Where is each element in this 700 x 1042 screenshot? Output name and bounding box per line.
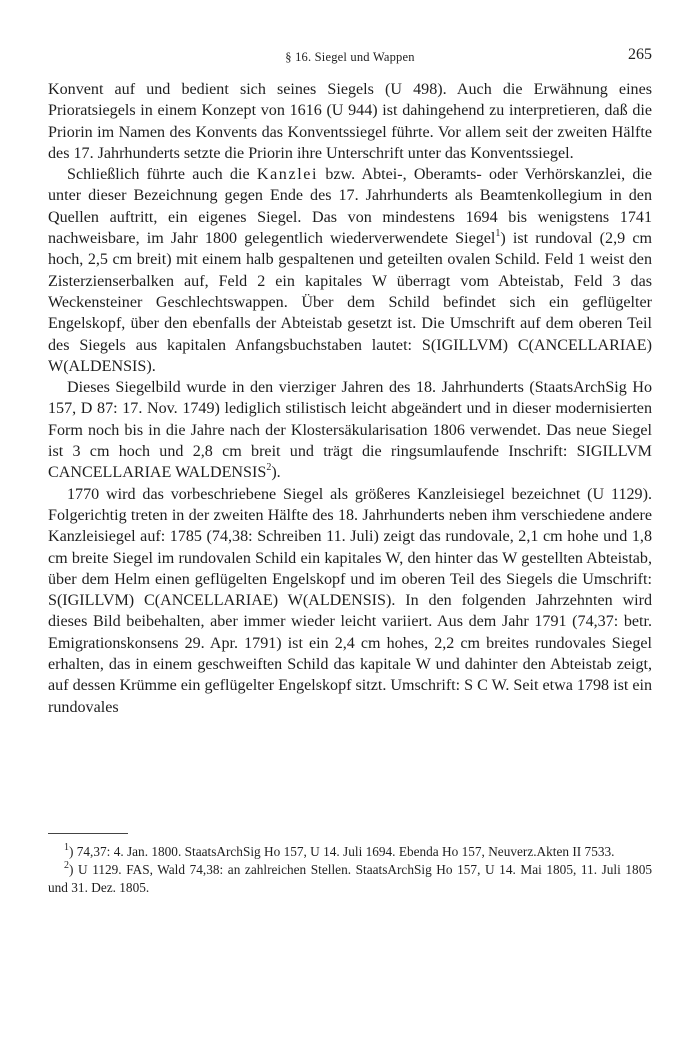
paragraph-2-text-a: Schließlich führte auch die (67, 166, 257, 184)
page-number: 265 (628, 46, 652, 63)
paragraph-1: Konvent auf und bedient sich seines Siegels (U 498). Auch die Erwähnung eines Prioratsiegels in einem Konzept von 1616 (U 944) ist dahingehend zu interpretieren, daß die Priorin im Namen des Konvents das Konventssiegel führte. Vor allem seit der zweiten Hälfte des 17. Jahrhunderts setzte die Priorin ihre Unterschrift unter das Konventssiegel. (48, 81, 652, 162)
footnote-2-mark: 2 (64, 859, 69, 871)
paragraph-2-text-c: ) ist rundoval (2,9 cm hoch, 2,5 cm breit) mit einem halb gespaltenen und geteilten ovalen Schild. Feld 1 weist den Zisterzienserbalken auf, Feld 2 ein kapitales W überragt vom Abteistab, Feld 3 das Weckensteiner Geschlechtswappen. Über dem Schild befindet sich ein geflügelter Engelskopf, über den ebenfalls der Abteistab gesetzt ist. Die Umschrift auf dem oberen Teil des Siegels aus kapitalen Anfangsbuchstaben lautet: S(IGILLVM) C(ANCELLARIAE) W(ALDENSIS). (48, 230, 652, 375)
paragraph-3-text-b: ). (271, 464, 281, 482)
footnote-2-text: ) U 1129. FAS, Wald 74,38: an zahlreichen Stellen. StaatsArchSig Ho 157, U 14. Mai 1805, 11. Juli 1805 und 31. Dez. 1805. (48, 862, 652, 895)
footnote-1-mark: 1 (64, 841, 69, 853)
footnote-1-text: ) 74,37: 4. Jan. 1800. StaatsArchSig Ho 157, U 14. Juli 1694. Ebenda Ho 157, Neuverz.Akten II 7533. (69, 844, 615, 859)
footnote-2 (48, 861, 652, 897)
page-header (48, 46, 652, 68)
paragraph-2-text-b: bzw. Abtei-, Oberamts- oder Verhörskanzlei, die unter dieser Bezeichnung gegen Ende des 17. Jahrhunderts als Beamtenkollegium in den Quellen auftritt, ein eigenes Siegel. Das von mindestens 1694 bis wenigstens 1741 nachweisbare, im Jahr 1800 gelegentlich wiederverwendete Siegel (48, 166, 653, 248)
paragraph-4: 1770 wird das vorbeschriebene Siegel als größeres Kanzleisiegel bezeichnet (U 1129). Folgerichtig treten in der zweiten Hälfte des 18. Jahrhunderts neben ihm verschiedene andere Kanzleisiegel auf: 1785 (74,38: Schreiben 11. Juli) zeigt das rundovale, 2,1 cm hohe und 1,8 cm breite Siegel im rundovalen Schild ein kapitales W, den hinter das W gestellten Abteistab, über dem Helm einen geflügelten Engelskopf und im oberen Teil des Siegels die Umschrift: S(IGILLVM) C(ANCELLARIAE) W(ALDENSIS). In den folgenden Jahrzehnten wird dieses Bild beibehalten, aber immer wieder leicht variiert. Aus dem Jahr 1791 (74,37: betr. Emigrationskonsens 29. Apr. 1791) ist ein 2,4 cm hohes, 2,2 cm breites rundovales Siegel erhalten, das in einem geschweiften Schild das kapitale W und dahinter den Abteistab zeigt, auf dessen Krümme ein geflügelter Engelskopf sitzt. Umschrift: S C W. Seit etwa 1798 ist ein rundovales (48, 485, 652, 716)
footnote-divider (48, 833, 128, 834)
footnote-ref-2: 2 (266, 461, 272, 473)
paragraph-2 (48, 164, 652, 377)
spaced-term-kanzlei: Kanzlei (256, 166, 319, 184)
body-text (48, 79, 652, 718)
footnotes (48, 843, 652, 897)
footnote-1 (48, 843, 652, 861)
paragraph-3 (48, 377, 652, 483)
footnote-ref-1: 1 (495, 227, 501, 239)
paragraph-3-text-a: Dieses Siegelbild wurde in den vierziger Jahren des 18. Jahrhunderts (StaatsArchSig Ho 157, D 87: 17. Nov. 1749) lediglich stilistisch leicht abgeändert und in dieser modernisierten Form noch bis in die Jahre nach der Klostersäkularisation 1806 verwendet. Das neue Siegel ist 3 cm hoch und 2,8 cm breit und trägt die ringsumlaufende Inschrift: SIGILLVM CANCELLARIAE WALDENSIS (48, 379, 652, 482)
running-head: § 16. Siegel und Wappen (285, 50, 415, 64)
